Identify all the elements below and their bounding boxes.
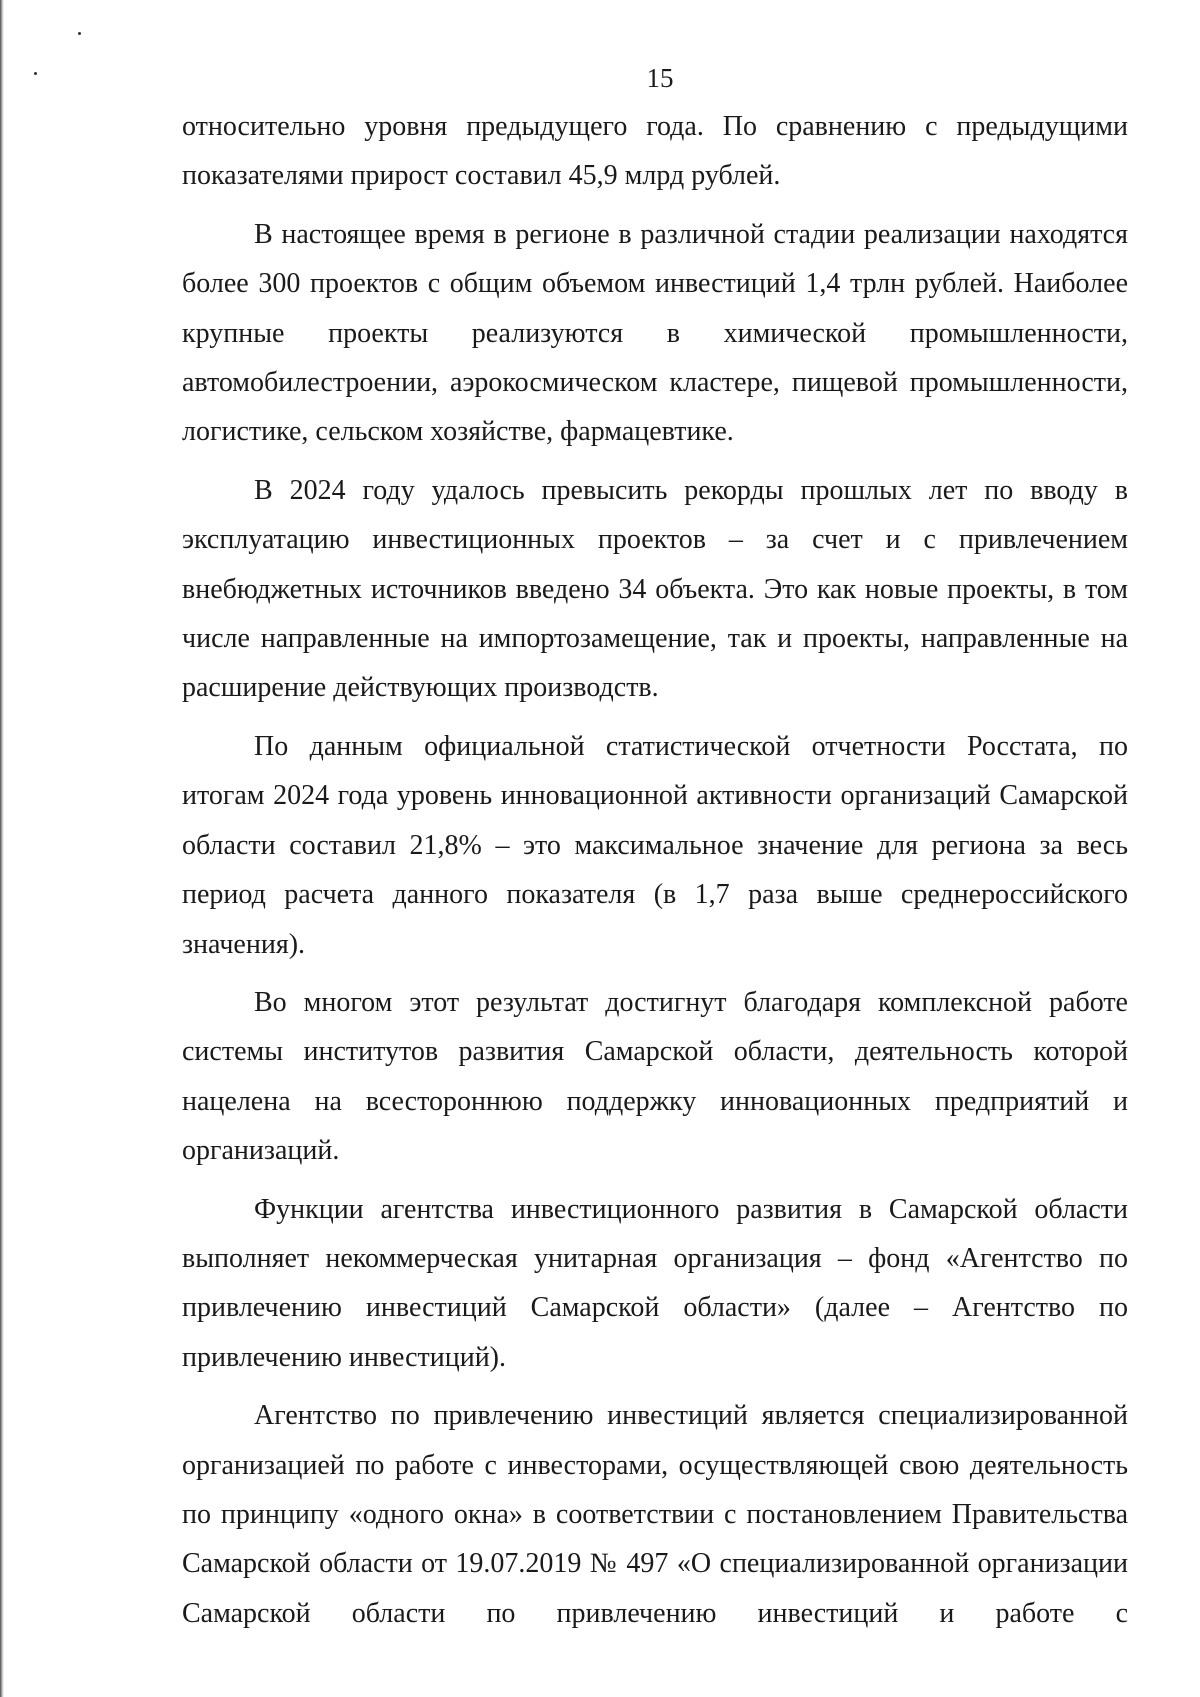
paragraph: Функции агентства инвестиционного развития в Самарской области выполняет некоммерческая унитарная организация – фонд «Агентство по привлечению инвестиций Самарской области» (далее – Агентство по привлечению инвестиций). (182, 1193, 1128, 1373)
paragraph: В настоящее время в регионе в различной стадии реализации находятся более 300 проектов с общим объемом инвестиций 1,4 трлн рублей. Наиболее крупные проекты реализуются в химической промышленности, автомобилестроении, аэрокосмическом кластере, пищевой промышленности, логистике, сельском хозяйстве, фармацевтике. (182, 218, 1128, 448)
paragraph: относительно уровня предыдущего года. По сравнению с предыдущими показателями прирост составил 45,9 млрд рублей. (182, 111, 1128, 192)
page-number: 15 (646, 63, 674, 93)
paragraph: Агентство по привлечению инвестиций является специализированной организацией по работе с инвесторами, осуществляющей свою деятельность по принципу «одного окна» в соответствии с постановлением Правительства Самарской области от 19.07.2019 № 497 «О специализированной организации Самарской области по привлечению инвестиций и работе с (182, 1400, 1128, 1629)
paragraph: В 2024 году удалось превысить рекорды прошлых лет по вводу в эксплуатацию инвестиционных проектов – за счет и с привлечением внебюджетных источников введено 34 объекта. Это как новые проекты, в том числе направленные на импортозамещение, так и проекты, направленные на расширение действующих производств. (182, 474, 1128, 704)
paragraph: Во многом этот результат достигнут благодаря комплексной работе системы институтов развития Самарской области, деятельность которой нацелена на всестороннюю поддержку инновационных предприятий и организаций. (182, 986, 1128, 1167)
paragraph: По данным официальной статистической отчетности Росстата, по итогам 2024 года уровень инновационной активности организаций Самарской области составил 21,8% – это максимальное значение для региона за весь период расчета данного показателя (в 1,7 раза выше среднероссийского значения). (182, 730, 1128, 960)
scan-border (0, 0, 4, 1697)
body-text (182, 102, 1128, 1638)
scan-speck (78, 32, 81, 35)
